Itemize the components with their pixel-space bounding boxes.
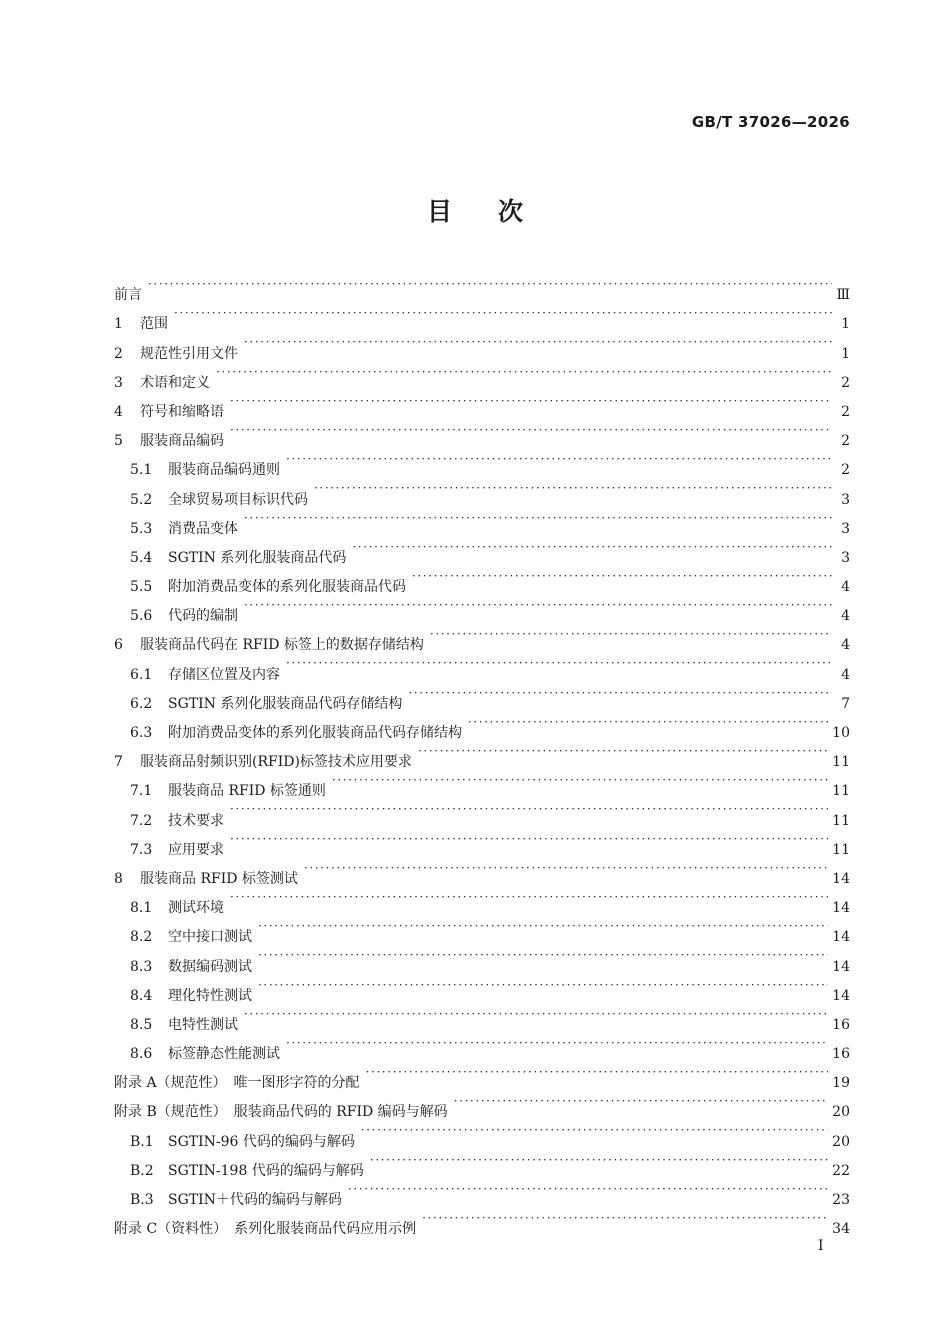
toc-entry-number: 4 xyxy=(114,403,123,420)
toc-leader-dots xyxy=(174,299,832,328)
toc-entry-label: 附录 A（规范性） 唯一图形字符的分配 xyxy=(114,1075,360,1092)
toc-entry-page: 14 xyxy=(832,958,850,975)
toc-entry-label: 符号和缩略语 xyxy=(140,403,224,420)
toc-entry-number: 7.2 xyxy=(130,812,153,829)
toc-entry-number: 5.1 xyxy=(130,462,153,479)
toc-entry-page: 11 xyxy=(832,754,850,771)
toc-entry-label: 范围 xyxy=(140,316,168,333)
toc-entry-number: 8.4 xyxy=(130,987,153,1004)
toc-entry-label: SGTIN＋代码的编码与解码 xyxy=(168,1192,342,1208)
toc-entry-page: 2 xyxy=(841,433,850,450)
toc-entry-page: 3 xyxy=(841,549,850,566)
toc-leader-dots xyxy=(304,854,828,883)
toc-leader-dots xyxy=(216,358,832,387)
toc-leader-dots xyxy=(412,562,832,591)
toc-entry-label: 服装商品射频识别(RFID)标签技术应用要求 xyxy=(140,754,412,771)
toc-entry-label: 消费品变体 xyxy=(168,520,238,537)
toc-entry-page: 23 xyxy=(832,1192,850,1208)
toc-leader-dots xyxy=(258,941,828,970)
toc-entry-number: 3 xyxy=(114,374,123,391)
toc-entry-label: 服装商品代码在 RFID 标签上的数据存储结构 xyxy=(140,637,424,654)
toc-leader-dots xyxy=(258,912,828,941)
toc-entry-label: 空中接口测试 xyxy=(168,929,252,946)
toc-entry-number: 8.5 xyxy=(130,1016,153,1033)
toc-entry[interactable] xyxy=(114,445,850,479)
toc-entry-page: 14 xyxy=(832,900,850,917)
toc-leader-dots xyxy=(230,795,828,824)
toc-entry-label: 存储区位置及内容 xyxy=(168,666,280,683)
toc-entry-number: 6.1 xyxy=(130,666,153,683)
toc-entry-page: 4 xyxy=(841,666,850,683)
toc-entry-number: 7 xyxy=(114,754,123,771)
toc-entry-page: 1 xyxy=(841,316,850,333)
toc-leader-dots xyxy=(230,825,828,854)
toc-leader-dots xyxy=(430,620,832,649)
toc-entry-page: 7 xyxy=(841,695,850,712)
toc-leader-dots xyxy=(286,1029,828,1058)
toc-entry-label: 标签静态性能测试 xyxy=(168,1046,280,1063)
standard-code: GB/T 37026—2026 xyxy=(691,113,850,131)
toc-entry-label: 服装商品 RFID 标签测试 xyxy=(140,870,298,887)
toc-entry-label: SGTIN 系列化服装商品代码 xyxy=(168,549,347,566)
toc-leader-dots xyxy=(352,533,832,562)
toc-entry-label: 理化特性测试 xyxy=(168,987,252,1004)
toc-leader-dots xyxy=(314,474,832,503)
toc-entry[interactable] xyxy=(114,328,850,362)
toc-entry-label: 附录 B（规范性） 服装商品代码的 RFID 编码与解码 xyxy=(114,1104,448,1121)
toc-entry-label: 附录 C（资料性） 系列化服装商品代码应用示例 xyxy=(114,1221,417,1238)
toc-entry-page: 11 xyxy=(832,841,850,858)
toc-entry-number: 5.4 xyxy=(130,549,153,566)
toc-entry-number: 8.1 xyxy=(130,900,153,917)
toc-entry-number: 5.3 xyxy=(130,520,153,537)
toc-leader-dots xyxy=(454,1087,829,1116)
toc-entry-page: 2 xyxy=(841,462,850,479)
toc-entry-label: 前言 xyxy=(114,287,142,304)
toc-entry-number: 7.1 xyxy=(130,783,153,800)
toc-entry-label: 电特性测试 xyxy=(168,1016,238,1033)
toc-entry-label: 附加消费品变体的系列化服装商品代码 xyxy=(168,579,406,596)
toc-entry-number: 8.6 xyxy=(130,1046,153,1063)
toc-entry-label: 服装商品 RFID 标签通则 xyxy=(168,783,326,800)
toc-entry[interactable] xyxy=(114,416,850,450)
toc-entry-page: 19 xyxy=(832,1075,850,1092)
toc-entry-label: SGTIN-198 代码的编码与解码 xyxy=(168,1162,364,1179)
toc-leader-dots xyxy=(408,679,832,708)
toc-entry-page: 3 xyxy=(841,520,850,537)
toc-entry-page: 14 xyxy=(832,987,850,1004)
toc-entry-number: 1 xyxy=(114,316,123,333)
toc-leader-dots xyxy=(258,971,828,1000)
toc-entry[interactable] xyxy=(114,912,850,946)
toc-entry-number: 8.2 xyxy=(130,929,153,946)
toc-leader-dots xyxy=(230,387,832,416)
toc-entry-number: 6 xyxy=(114,637,123,654)
toc-entry-number: 6.3 xyxy=(130,725,153,741)
toc-entry-page: 4 xyxy=(841,579,850,596)
toc-entry-page: 10 xyxy=(832,725,850,741)
toc-entry-label: 术语和定义 xyxy=(140,374,210,391)
toc-leader-dots xyxy=(361,1116,828,1145)
toc-leader-dots xyxy=(230,883,828,912)
toc-entry[interactable] xyxy=(114,854,850,887)
toc-entry[interactable] xyxy=(114,387,850,420)
toc-entry-number: 5 xyxy=(114,433,123,450)
toc-leader-dots xyxy=(332,766,828,795)
toc-entry-page: 14 xyxy=(832,870,850,887)
toc-leader-dots xyxy=(148,270,832,299)
toc-entry-number: B.1 xyxy=(130,1133,154,1150)
toc-entry-label: 附加消费品变体的系列化服装商品代码存储结构 xyxy=(168,725,462,741)
toc-entry-page: 11 xyxy=(832,783,850,800)
toc-entry-page: 2 xyxy=(841,374,850,391)
toc-entry-page: 16 xyxy=(832,1046,850,1063)
toc-entry-page: 3 xyxy=(841,491,850,508)
toc-entry-number: 8.3 xyxy=(130,958,153,975)
toc-leader-dots xyxy=(286,445,832,474)
toc-entry-page: 11 xyxy=(832,812,850,829)
toc-entry-label: 应用要求 xyxy=(168,841,224,858)
toc-entry-label: 服装商品编码 xyxy=(140,433,224,450)
toc-entry-number: 8 xyxy=(114,870,123,887)
toc-leader-dots xyxy=(366,1058,829,1087)
toc-entry[interactable] xyxy=(114,358,850,391)
toc-entry-number: B.2 xyxy=(130,1162,154,1179)
toc-entry-label: 测试环境 xyxy=(168,900,224,917)
toc-leader-dots xyxy=(468,708,828,737)
toc-leader-dots xyxy=(348,1175,828,1204)
toc-entry-page: 4 xyxy=(841,608,850,625)
toc-entry-number: 5.5 xyxy=(130,579,153,596)
toc-entry-page: 34 xyxy=(832,1221,850,1238)
page-number: I xyxy=(818,1238,824,1254)
toc-entry-label: 全球贸易项目标识代码 xyxy=(168,491,308,508)
toc-leader-dots xyxy=(244,1000,828,1029)
toc-leader-dots xyxy=(230,416,832,445)
toc-leader-dots xyxy=(370,1146,828,1175)
toc-entry-label: 技术要求 xyxy=(168,812,224,829)
toc-entry-page: 4 xyxy=(841,637,850,654)
toc-leader-dots xyxy=(422,1204,828,1233)
toc-entry-number: 6.2 xyxy=(130,695,153,712)
table-of-contents xyxy=(114,270,850,1238)
toc-entry-page: 2 xyxy=(841,403,850,420)
toc-entry-label: SGTIN 系列化服装商品代码存储结构 xyxy=(168,695,403,712)
toc-entry-number: 2 xyxy=(114,345,123,362)
toc-entry-number: 7.3 xyxy=(130,841,153,858)
toc-entry-page: 20 xyxy=(832,1133,850,1150)
toc-entry-page: 1 xyxy=(841,345,850,362)
toc-leader-dots xyxy=(418,737,828,766)
toc-entry[interactable] xyxy=(114,270,850,304)
toc-entry-number: 5.6 xyxy=(130,608,153,625)
toc-entry-page: 14 xyxy=(832,929,850,946)
toc-entry-label: SGTIN-96 代码的编码与解码 xyxy=(168,1133,355,1150)
toc-entry-label: 代码的编制 xyxy=(168,608,238,625)
toc-entry-label: 服装商品编码通则 xyxy=(168,462,280,479)
toc-leader-dots xyxy=(286,649,832,678)
toc-entry-page: 16 xyxy=(832,1016,850,1033)
toc-leader-dots xyxy=(244,504,832,533)
toc-entry[interactable] xyxy=(114,299,850,333)
toc-entry-page: Ⅲ xyxy=(836,287,850,304)
page-title: 目次 xyxy=(426,197,569,226)
toc-entry-page: 20 xyxy=(832,1104,850,1121)
toc-leader-dots xyxy=(244,328,832,357)
toc-entry[interactable] xyxy=(114,825,850,858)
toc-entry-label: 数据编码测试 xyxy=(168,958,252,975)
toc-entry-number: B.3 xyxy=(130,1192,154,1208)
toc-entry-number: 5.2 xyxy=(130,491,153,508)
toc-entry-label: 规范性引用文件 xyxy=(140,345,238,362)
toc-leader-dots xyxy=(244,591,832,620)
toc-entry-page: 22 xyxy=(832,1162,850,1179)
